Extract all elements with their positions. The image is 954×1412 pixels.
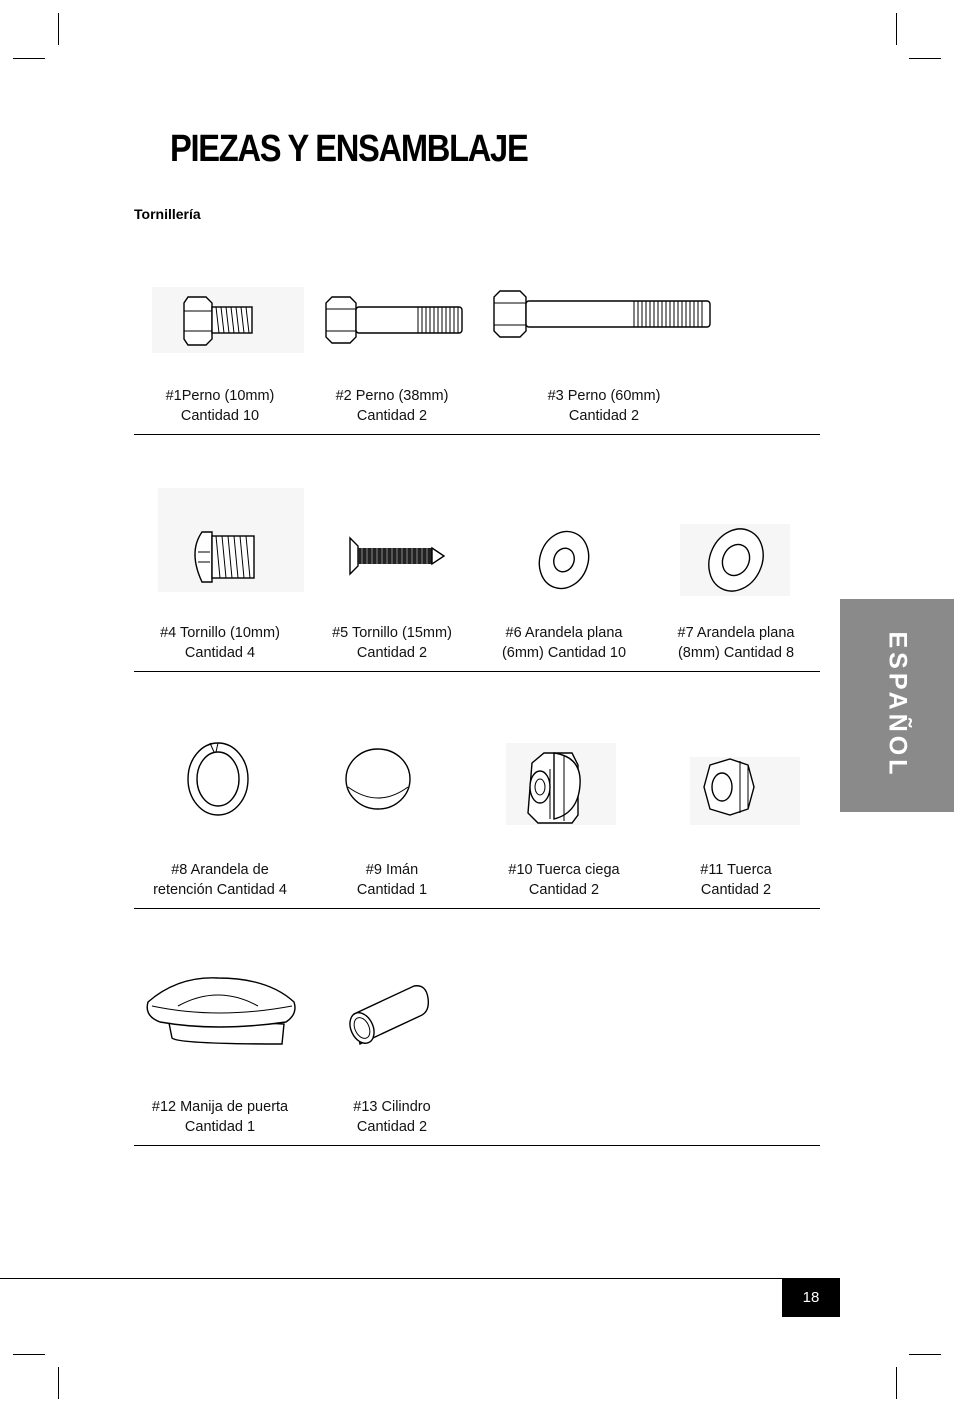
language-tab-label: ESPAÑOL: [883, 631, 912, 779]
language-tab: [840, 599, 954, 812]
part-name: #3 Perno (60mm): [547, 388, 661, 404]
part-name: #10 Tuerca ciega: [508, 862, 620, 878]
page-number: 18: [782, 1278, 840, 1317]
bolt-38mm-icon: [306, 199, 478, 369]
part-label: [472, 860, 656, 900]
part-item: [306, 910, 478, 1146]
part-label: [300, 860, 484, 900]
parts-row: [134, 910, 820, 1146]
part-item: [134, 673, 306, 909]
part-label: [512, 386, 696, 426]
part-item: [650, 436, 822, 672]
part-item: [478, 199, 716, 435]
part-quantity: Cantidad 10: [180, 408, 260, 424]
part-quantity: Cantidad 2: [568, 408, 640, 424]
part-quantity: Cantidad 2: [356, 408, 428, 424]
cap-nut-icon: [478, 673, 650, 843]
flat-washer-8mm-icon: [650, 436, 822, 606]
part-label: [128, 386, 312, 426]
part-quantity: retención Cantidad 4: [153, 882, 287, 898]
part-label: [128, 623, 312, 663]
part-name: #13 Cilindro: [353, 1099, 431, 1115]
part-name: #12 Manija de puerta: [151, 1099, 289, 1115]
part-quantity: (6mm) Cantidad 10: [501, 645, 627, 661]
section-subtitle: Tornillería: [134, 206, 201, 222]
crop-mark: [13, 58, 45, 59]
part-label: [300, 623, 484, 663]
bolt-10mm-icon: [134, 199, 306, 369]
parts-row: [134, 673, 820, 909]
crop-mark: [896, 1367, 897, 1399]
part-label: [128, 1097, 312, 1137]
part-item: [134, 199, 306, 435]
door-handle-icon: [134, 910, 306, 1080]
row-divider: [134, 671, 820, 672]
flat-washer-6mm-icon: [478, 436, 650, 606]
hex-nut-icon: [650, 673, 822, 843]
part-name: #9 Imán: [365, 862, 419, 878]
part-name: #7 Arandela plana: [677, 625, 795, 641]
footer-divider: [0, 1278, 840, 1279]
page-title: PIEZAS Y ENSAMBLAJE: [170, 128, 528, 170]
part-name: #8 Arandela de: [171, 862, 269, 878]
part-item: [134, 436, 306, 672]
part-quantity: Cantidad 2: [528, 882, 600, 898]
lock-washer-icon: [134, 673, 306, 843]
row-divider: [134, 1145, 820, 1146]
part-name: #5 Tornillo (15mm): [332, 625, 452, 641]
crop-mark: [909, 58, 941, 59]
parts-row: [134, 436, 820, 672]
part-name: #2 Perno (38mm): [335, 388, 449, 404]
magnet-icon: [306, 673, 478, 843]
part-item: [306, 673, 478, 909]
part-quantity: Cantidad 2: [356, 645, 428, 661]
part-quantity: Cantidad 1: [184, 1119, 256, 1135]
part-name: #1Perno (10mm): [165, 388, 275, 404]
part-quantity: Cantidad 1: [356, 882, 428, 898]
part-quantity: (8mm) Cantidad 8: [677, 645, 795, 661]
crop-mark: [909, 1354, 941, 1355]
row-divider: [134, 908, 820, 909]
cylinder-icon: [306, 910, 478, 1080]
crop-mark: [13, 1354, 45, 1355]
part-item: [134, 910, 306, 1146]
part-label: [644, 623, 828, 663]
part-item: [306, 199, 478, 435]
part-label: [300, 386, 484, 426]
screw-15mm-icon: [306, 436, 478, 606]
crop-mark: [58, 1367, 59, 1399]
parts-row: [134, 199, 820, 435]
part-item: [650, 673, 822, 909]
part-item: [478, 436, 650, 672]
part-label: [644, 860, 828, 900]
part-quantity: Cantidad 2: [700, 882, 772, 898]
part-label: [300, 1097, 484, 1137]
screw-10mm-icon: [134, 436, 306, 606]
part-name: #6 Arandela plana: [505, 625, 623, 641]
bolt-60mm-icon: [478, 199, 716, 369]
part-item: [478, 673, 650, 909]
part-quantity: Cantidad 4: [184, 645, 256, 661]
part-quantity: Cantidad 2: [356, 1119, 428, 1135]
row-divider: [134, 434, 820, 435]
crop-mark: [58, 13, 59, 45]
part-name: #11 Tuerca: [700, 862, 772, 878]
crop-mark: [896, 13, 897, 45]
part-label: [128, 860, 312, 900]
part-label: [472, 623, 656, 663]
part-item: [306, 436, 478, 672]
part-name: #4 Tornillo (10mm): [160, 625, 280, 641]
